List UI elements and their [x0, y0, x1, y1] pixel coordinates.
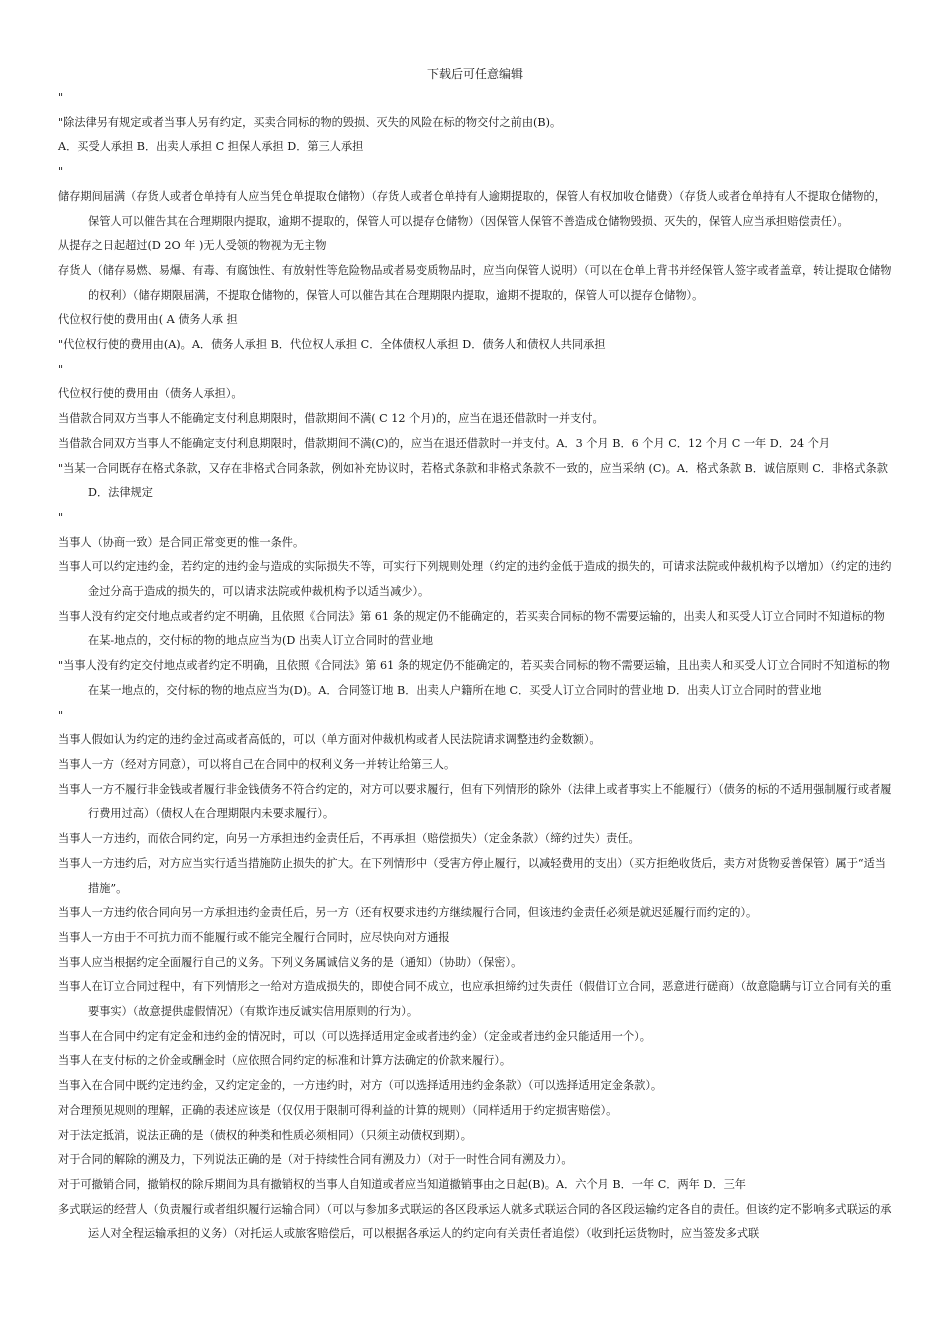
- paragraph: 当事人在订立合同过程中，有下列情形之一给对方造成损失的，即使合同不成立，也应承担缔约过失责任（假借订立合同，恶意进行磋商）（故意隐瞒与订立合同有关的重要事实）（故意提供虚假情况）（有欺诈违反诚实信用原则的行为）。: [58, 980, 892, 1019]
- paragraph: 储存期间届满（存货人或者仓单持有人应当凭仓单提取仓储物）（存货人或者仓单持有人逾期提取的，保管人有权加收仓储费）（存货人或者仓单持有人不提取仓储物的，保管人可以催告其在合理期限内提取，逾期不提取的，保管人可以提存仓储物）（因保管人保管不善造成仓储物毁损、灭失的，保管人应当承担赔偿责任）。: [58, 189, 886, 228]
- paragraph: 从提存之日起超过(D 2O 年 )无人受领的物视为无主物: [58, 239, 327, 253]
- paragraph: 当事人一方（经对方同意），可以将自己在合同中的权利义务一并转让给第三人。: [58, 757, 456, 771]
- paragraph: 当事人可以约定违约金，若约定的违约金与造成的实际损失不等，可实行下列规则处理（约定的违约金低于造成的损失的，可请求法院或仲裁机构予以增加）（约定的违约金过分高于造成的损失的，可以请求法院或仲裁机构予以适当减少）。: [58, 560, 892, 599]
- paragraph: 当事人在合同中约定有定金和违约金的情况时，可以（可以选择适用定金或者违约金）（定金或者违约金只能适用一个）。: [58, 1029, 651, 1043]
- paragraph: "代位权行使的费用由(A)。A．债务人承担 B．代位权人承担 C．全体债权人承担 D．债务人和债权人共同承担: [58, 338, 606, 352]
- paragraph: 当事人一方违约，而依合同约定，向另一方承担违约金责任后，不再承担（赔偿损失）（定金条款）（缔约过失）责任。: [58, 832, 640, 846]
- paragraph: 当事人一方不履行非金钱或者履行非金钱债务不符合约定的，对方可以要求履行，但有下列情形的除外（法律上或者事实上不能履行）（债务的标的不适用强制履行或者履行费用过高）（债权人在合理期限内未要求履行）。: [58, 782, 892, 821]
- paragraph: 多式联运的经营人（负责履行或者组织履行运输合同）（可以与参加多式联运的各区段承运人就多式联运合同的各区段运输约定各自的责任。但该约定不影响多式联运的承运人对全程运输承担的义务）（对托运人或旅客赔偿后，可以根据各承运人的约定向有关责任者追偿）（收到托运货物时，应当签发多式联: [58, 1202, 892, 1241]
- paragraph: 代位权行使的费用由( A 债务人承 担: [58, 313, 238, 327]
- paragraph: 当事入在合同中既约定违约金，又约定定金的，一方违约时，对方（可以选择适用违约金条款）（可以选择适用定金条款）。: [58, 1079, 663, 1093]
- paragraph: 当事人假如认为约定的违约金过高或者高低的，可以（单方面对仲裁机构或者人民法院请求调整违约金数额）。: [58, 733, 601, 747]
- paragraph: 代位权行使的费用由（债务人承担）。: [58, 387, 243, 401]
- paragraph: ": [58, 165, 64, 179]
- paragraph: "当某一合同既存在格式条款，又存在非格式合同条款，例如补充协议时，若格式条款和非格式条款不一致的，应当采纳 (C)。A．格式条款 B．诚信原则 C．非格式条款 D．法律规定: [58, 461, 888, 500]
- paragraph: "除法律另有规定或者当事人另有约定，买卖合同标的物的毁损、灭失的风险在标的物交付之前由(B)。: [58, 115, 562, 129]
- paragraph: 当事人一方违约依合同向另一方承担违约金责任后，另一方（还有权要求违约方继续履行合同，但该违约金责任必须是就迟延履行而约定的）。: [58, 906, 758, 920]
- paragraph: 当事人一方违约后，对方应当实行适当措施防止损失的扩大。在下列情形中（受害方停止履行，以减轻费用的支出）（买方拒绝收货后，卖方对货物妥善保管）属于“适当措施”。: [58, 856, 886, 895]
- paragraph: 当事人（协商一致）是合同正常变更的惟一条件。: [58, 535, 305, 549]
- paragraph: 当借款合同双方当事人不能确定支付利息期限时，借款期间不满( C 12 个月)的，应当在退还借款时一并支付。: [58, 412, 604, 426]
- paragraph: 对于合同的解除的溯及力，下列说法正确的是（对于持续性合同有溯及力）（对于一时性合同有溯及力）。: [58, 1153, 573, 1167]
- paragraph: 对合理预见规则的理解，正确的表述应该是（仅仅用于限制可得利益的计算的规则）（同样适用于约定损害赔偿）。: [58, 1103, 618, 1117]
- paragraph: 当事人应当根据约定全面履行自己的义务。下列义务属诚信义务的是（通知）（协助）（保密）。: [58, 955, 523, 969]
- paragraph: 当事人一方由于不可抗力而不能履行或不能完全履行合同时，应尽快向对方通报: [58, 930, 450, 944]
- paragraph: 当事人在支付标的之价金或酬金时（应依照合同约定的标准和计算方法确定的价款来履行）。: [58, 1054, 512, 1068]
- page-header: 下载后可任意编辑: [426, 67, 523, 81]
- paragraph: ": [58, 91, 64, 104]
- paragraph: 当事人没有约定交付地点或者约定不明确，且依照《合同法》第 61 条的规定仍不能确定的，若买卖合同标的物不需要运输的，出卖人和买受人订立合同时不知道标的物在某-地点的，交付标的物的地点应当为(D 出卖人订立合同时的营业地: [58, 609, 885, 648]
- paragraph: 当借款合同双方当事人不能确定支付利息期限时，借款期间不满(C)的，应当在退还借款时一并支付。A．3 个月 B．6 个月 C．12 个月 C 一年 D．24 个月: [58, 436, 831, 450]
- paragraph: "当事人没有约定交付地点或者约定不明确，且依照《合同法》第 61 条的规定仍不能确定的，若买卖合同标的物不需要运输，且出卖人和买受人订立合同时不知道标的物在某一地点的，交付标的物的地点应当为(D)。A．合同签订地 B．出卖人户籍所在地 C．买受人订立合同时的营业地 D．出卖人订立合同时的营业地: [58, 659, 890, 697]
- paragraph: 对于可撤销合同，撤销权的除斥期间为具有撤销权的当事人自知道或者应当知道撤销事由之日起(B)。A．六个月 B．一年 C．两年 D．三年: [58, 1177, 746, 1191]
- paragraph: ": [58, 708, 64, 722]
- paragraph: 存货人（储存易燃、易爆、有毒、有腐蚀性、有放射性等危险物品或者易变质物品时，应当向保管人说明）（可以在仓单上背书并经保管人签字或者盖章，转让提取仓储物的权利）（储存期限届满，不提取仓储物的，保管人可以催告其在合理期限内提取，逾期不提取的，保管人可以提存仓储物）。: [58, 263, 892, 302]
- paragraph: ": [58, 362, 64, 376]
- paragraph: 对于法定抵消，说法正确的是（债权的种类和性质必须相同）（只须主动债权到期）。: [58, 1128, 472, 1142]
- paragraph: A．买受人承担 B．出卖人承担 C 担保人承担 D．第三人承担: [58, 140, 364, 154]
- document-body: [58, 86, 892, 1247]
- paragraph: ": [58, 510, 64, 524]
